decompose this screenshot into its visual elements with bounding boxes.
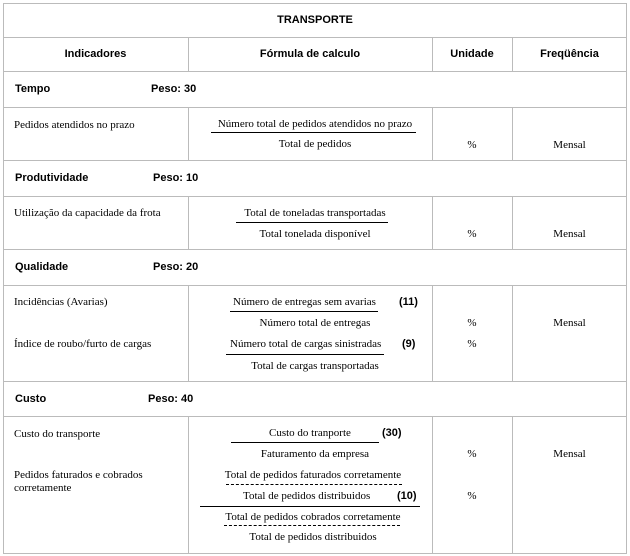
- row-divider: [3, 285, 627, 286]
- header-frequencia: Freqüência: [540, 48, 599, 60]
- section-name-custo: Custo: [15, 393, 47, 405]
- frequencia-value: Mensal: [553, 317, 586, 329]
- formula-numerator: Total de toneladas transportadas: [244, 207, 386, 219]
- indicador-roubo-furto: Índice de roubo/furto de cargas: [14, 338, 152, 350]
- formula-denominator: Total de pedidos: [278, 138, 352, 150]
- col-divider: [432, 107, 433, 160]
- table-title: TRANSPORTE: [277, 14, 353, 26]
- row-divider: [3, 160, 627, 161]
- section-peso-produtividade: Peso: 10: [153, 172, 199, 184]
- unidade-value: %: [467, 448, 477, 460]
- weight-value: (9): [402, 338, 416, 350]
- fraction-bar: [236, 222, 388, 223]
- col-divider: [512, 285, 513, 381]
- formula-numerator: Total de pedidos faturados corretamente: [224, 469, 402, 481]
- header-formula: Fórmula de calculo: [259, 48, 361, 60]
- col-divider: [188, 285, 189, 381]
- fraction-bar: [230, 311, 378, 312]
- fraction-bar: [231, 442, 379, 443]
- row-divider: [3, 71, 627, 72]
- formula-numerator: Número de entregas sem avarias: [233, 296, 376, 308]
- row-divider: [3, 381, 627, 382]
- unidade-value: %: [467, 490, 477, 502]
- weight-value: (30): [382, 427, 402, 439]
- fraction-bar: [200, 506, 420, 507]
- unidade-value: %: [467, 317, 477, 329]
- section-peso-tempo: Peso: 30: [151, 83, 197, 95]
- col-divider: [512, 416, 513, 554]
- col-divider: [512, 196, 513, 249]
- frequencia-value: Mensal: [553, 139, 586, 151]
- section-peso-qualidade: Peso: 20: [153, 261, 199, 273]
- indicador-pedidos-faturados: Pedidos faturados e cobrados: [14, 469, 143, 481]
- indicador-incidencias: Incidências (Avarias): [14, 296, 108, 308]
- col-divider: [432, 196, 433, 249]
- fraction-bar: [226, 484, 402, 485]
- formula-denominator: Total tonelada disponível: [259, 228, 371, 240]
- frequencia-value: Mensal: [553, 228, 586, 240]
- row-divider: [3, 416, 627, 417]
- formula-numerator: Custo do tranporte: [269, 427, 351, 439]
- unidade-value: %: [467, 228, 477, 240]
- indicador-pedidos-faturados-cont: corretamente: [14, 482, 72, 494]
- row-divider: [3, 249, 627, 250]
- header-indicadores: Indicadores: [64, 48, 127, 60]
- section-name-qualidade: Qualidade: [15, 261, 69, 273]
- indicador-pedidos-prazo: Pedidos atendidos no prazo: [14, 119, 135, 131]
- col-divider: [432, 416, 433, 554]
- section-peso-custo: Peso: 40: [148, 393, 194, 405]
- indicador-custo-transporte: Custo do transporte: [14, 428, 101, 440]
- formula-denominator: Número total de entregas: [259, 317, 371, 329]
- row-divider: [3, 37, 627, 38]
- col-divider: [188, 107, 189, 160]
- formula-numerator: Número total de pedidos atendidos no prazo: [217, 118, 413, 130]
- fraction-bar: [226, 354, 384, 355]
- header-unidade: Unidade: [450, 48, 494, 60]
- col-divider: [512, 107, 513, 160]
- col-divider: [188, 416, 189, 554]
- frequencia-value: Mensal: [553, 448, 586, 460]
- formula-denominator: Faturamento da empresa: [260, 448, 370, 460]
- unidade-value: %: [467, 139, 477, 151]
- col-divider: [432, 285, 433, 381]
- row-divider: [3, 196, 627, 197]
- weight-value: (11): [399, 296, 418, 308]
- fraction-bar: [224, 525, 400, 526]
- formula-denominator: Total de pedidos distribuidos: [249, 531, 377, 543]
- indicador-capacidade-frota: Utilização da capacidade da frota: [14, 207, 161, 219]
- formula-numerator: Total de pedidos cobrados corretamente: [225, 511, 401, 523]
- formula-denominator: Total de pedidos distribuidos: [243, 490, 371, 502]
- row-divider: [3, 107, 627, 108]
- section-name-produtividade: Produtividade: [15, 172, 89, 184]
- weight-value: (10): [397, 490, 417, 502]
- section-name-tempo: Tempo: [15, 83, 51, 95]
- fraction-bar: [211, 132, 416, 133]
- formula-denominator: Total de cargas transportadas: [251, 360, 379, 372]
- unidade-value: %: [467, 338, 477, 350]
- formula-numerator: Número total de cargas sinistradas: [230, 338, 382, 350]
- col-divider: [188, 196, 189, 249]
